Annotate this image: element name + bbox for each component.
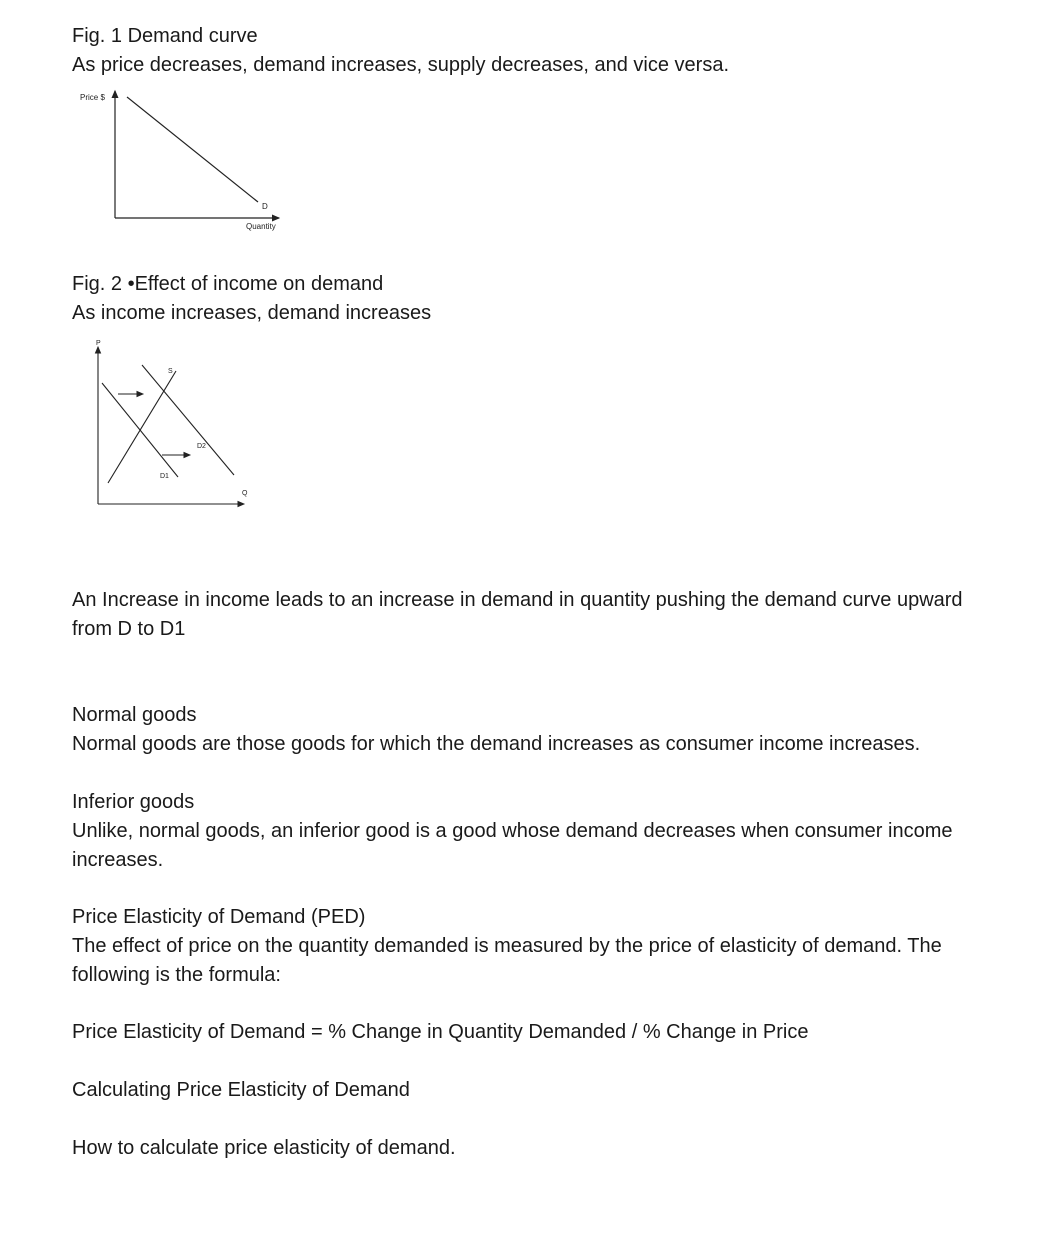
calculating-ped-heading: Calculating Price Elasticity of Demand (72, 1079, 410, 1101)
fig1-demand-chart (72, 85, 302, 235)
fig2-y-axis-label: P (96, 340, 101, 347)
fig1-title: Fig. 1 Demand curve (72, 25, 258, 47)
fig1-curve-label: D (262, 202, 268, 211)
ped-text: The effect of price on the quantity demanded is measured by the price of elasticity of demand. The following is the formula: (72, 935, 942, 986)
fig2-d1-curve (102, 383, 178, 477)
income-explanation: An Increase in income leads to an increase in demand in quantity pushing the demand curve upward from D to D1 (72, 589, 963, 640)
inferior-goods-heading: Inferior goods (72, 791, 195, 813)
fig2-caption: As income increases, demand increases (72, 302, 432, 324)
fig2-d1-label: D1 (160, 473, 169, 480)
inferior-goods-text: Unlike, normal goods, an inferior good is a good whose demand decreases when consumer income increases. (72, 820, 953, 871)
ped-formula: Price Elasticity of Demand = % Change in Quantity Demanded / % Change in Price (72, 1021, 809, 1043)
fig1-caption: As price decreases, demand increases, supply decreases, and vice versa. (72, 54, 730, 76)
fig2-d2-label: D2 (197, 443, 206, 450)
fig2-x-axis-label: Q (242, 490, 248, 497)
fig2-supply-curve (108, 371, 176, 483)
fig2-income-chart (80, 335, 280, 515)
normal-goods-text: Normal goods are those goods for which the demand increases as consumer income increases. (72, 733, 921, 755)
fig2-title: Fig. 2 •Effect of income on demand (72, 273, 384, 295)
fig1-x-axis-label: Quantity (246, 222, 276, 231)
how-to-calculate-text: How to calculate price elasticity of demand. (72, 1137, 456, 1159)
fig2-d2-curve (142, 365, 234, 475)
fig2-supply-label: S (168, 368, 173, 375)
ped-heading: Price Elasticity of Demand (PED) (72, 906, 366, 928)
normal-goods-heading: Normal goods (72, 704, 197, 726)
fig1-y-axis-label: Price $ (80, 93, 105, 102)
fig1-demand-curve (127, 97, 258, 202)
